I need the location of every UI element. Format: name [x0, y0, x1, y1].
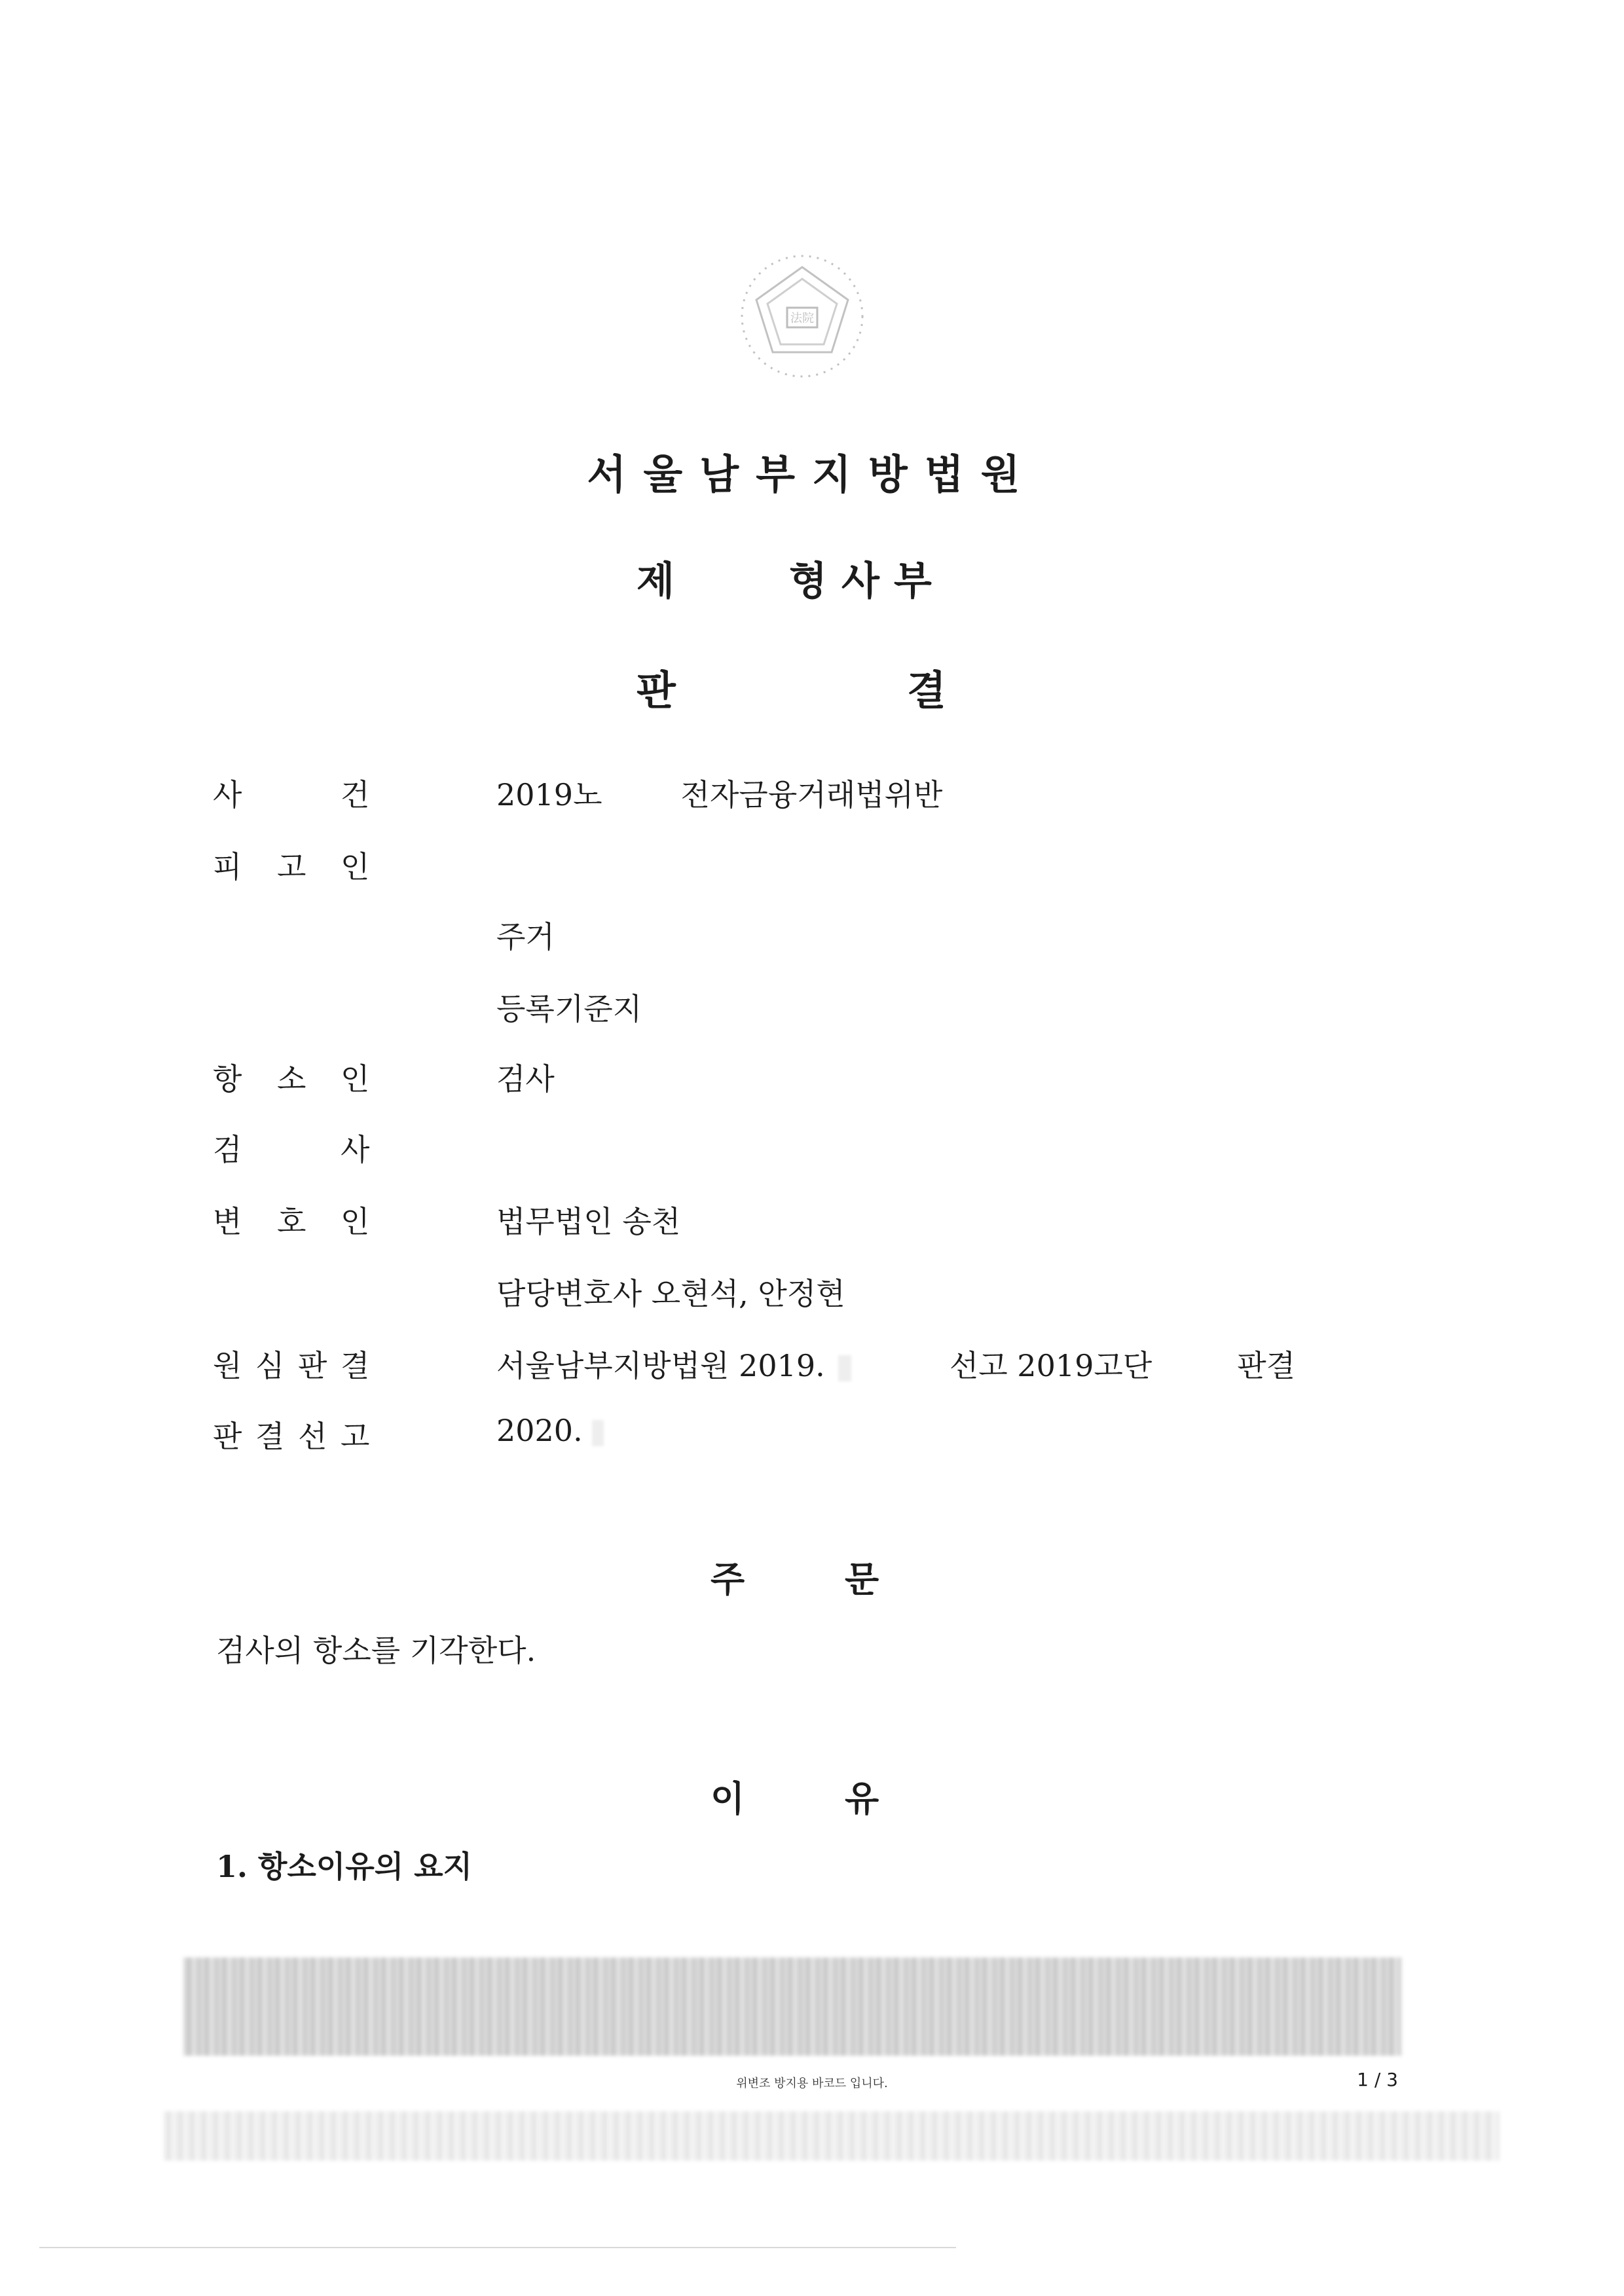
court-name: 서울남부지방법원 [587, 450, 1037, 498]
judgment-title-second: 결 [907, 666, 946, 714]
case-charge: 전자금융거래법위반 [680, 777, 943, 812]
label-case-b: 건 [341, 777, 370, 812]
label-defendant: 피 고 인 [213, 849, 370, 884]
division-name: 형사부 [789, 558, 946, 604]
bottom-divider [39, 2247, 956, 2248]
reasons-heading-b: 유 [845, 1778, 879, 1819]
barcode-note: 위변조 방지용 바코드 입니다. [736, 2077, 888, 2090]
case-value [496, 771, 942, 814]
residence-label: 주거 [496, 919, 555, 955]
court-emblem-icon [733, 247, 871, 385]
svg-text:法院: 法院 [790, 312, 814, 325]
page-number: 1 / 3 [1357, 2069, 1398, 2090]
anti-forgery-barcode [183, 1958, 1401, 2056]
order-text: 검사의 항소를 기각한다. [216, 1633, 536, 1668]
label-appellant: 항 소 인 [213, 1061, 370, 1097]
appellant-value: 검사 [496, 1061, 555, 1097]
redaction [592, 1420, 604, 1446]
case-number: 2019노 [496, 777, 602, 812]
original-sentence: 선고 2019고단 [949, 1348, 1153, 1383]
label-pronouncement: 판 결 선 고 [213, 1419, 370, 1454]
label-counsel: 변 호 인 [213, 1204, 370, 1239]
registration-label: 등록기준지 [496, 991, 642, 1027]
order-heading-b: 문 [845, 1559, 879, 1600]
label-case [213, 771, 383, 811]
original-judgment-word: 판결 [1237, 1348, 1296, 1383]
pronouncement-year: 2020. [496, 1413, 583, 1448]
division-prefix: 제 [637, 558, 674, 604]
label-case-a: 사 [213, 777, 242, 812]
counsel-firm: 법무법인 송천 [496, 1204, 681, 1239]
judgment-title-first: 판 [637, 666, 676, 714]
counsel-attorneys: 담당변호사 오현석, 안정현 [496, 1276, 845, 1311]
redaction [838, 1355, 851, 1381]
original-judgment-value [496, 1342, 1295, 1385]
reasons-item-1: 1. 항소이유의 요지 [216, 1849, 473, 1884]
pronouncement-date [496, 1413, 604, 1448]
bottom-barcode [164, 2111, 1500, 2160]
original-court-date: 서울남부지방법원 2019. [496, 1348, 825, 1383]
reasons-heading-a: 이 [710, 1778, 745, 1819]
order-heading-a: 주 [710, 1559, 745, 1600]
label-original-judgment: 원 심 판 결 [213, 1348, 370, 1383]
label-prosecutor: 검 사 [213, 1132, 370, 1167]
